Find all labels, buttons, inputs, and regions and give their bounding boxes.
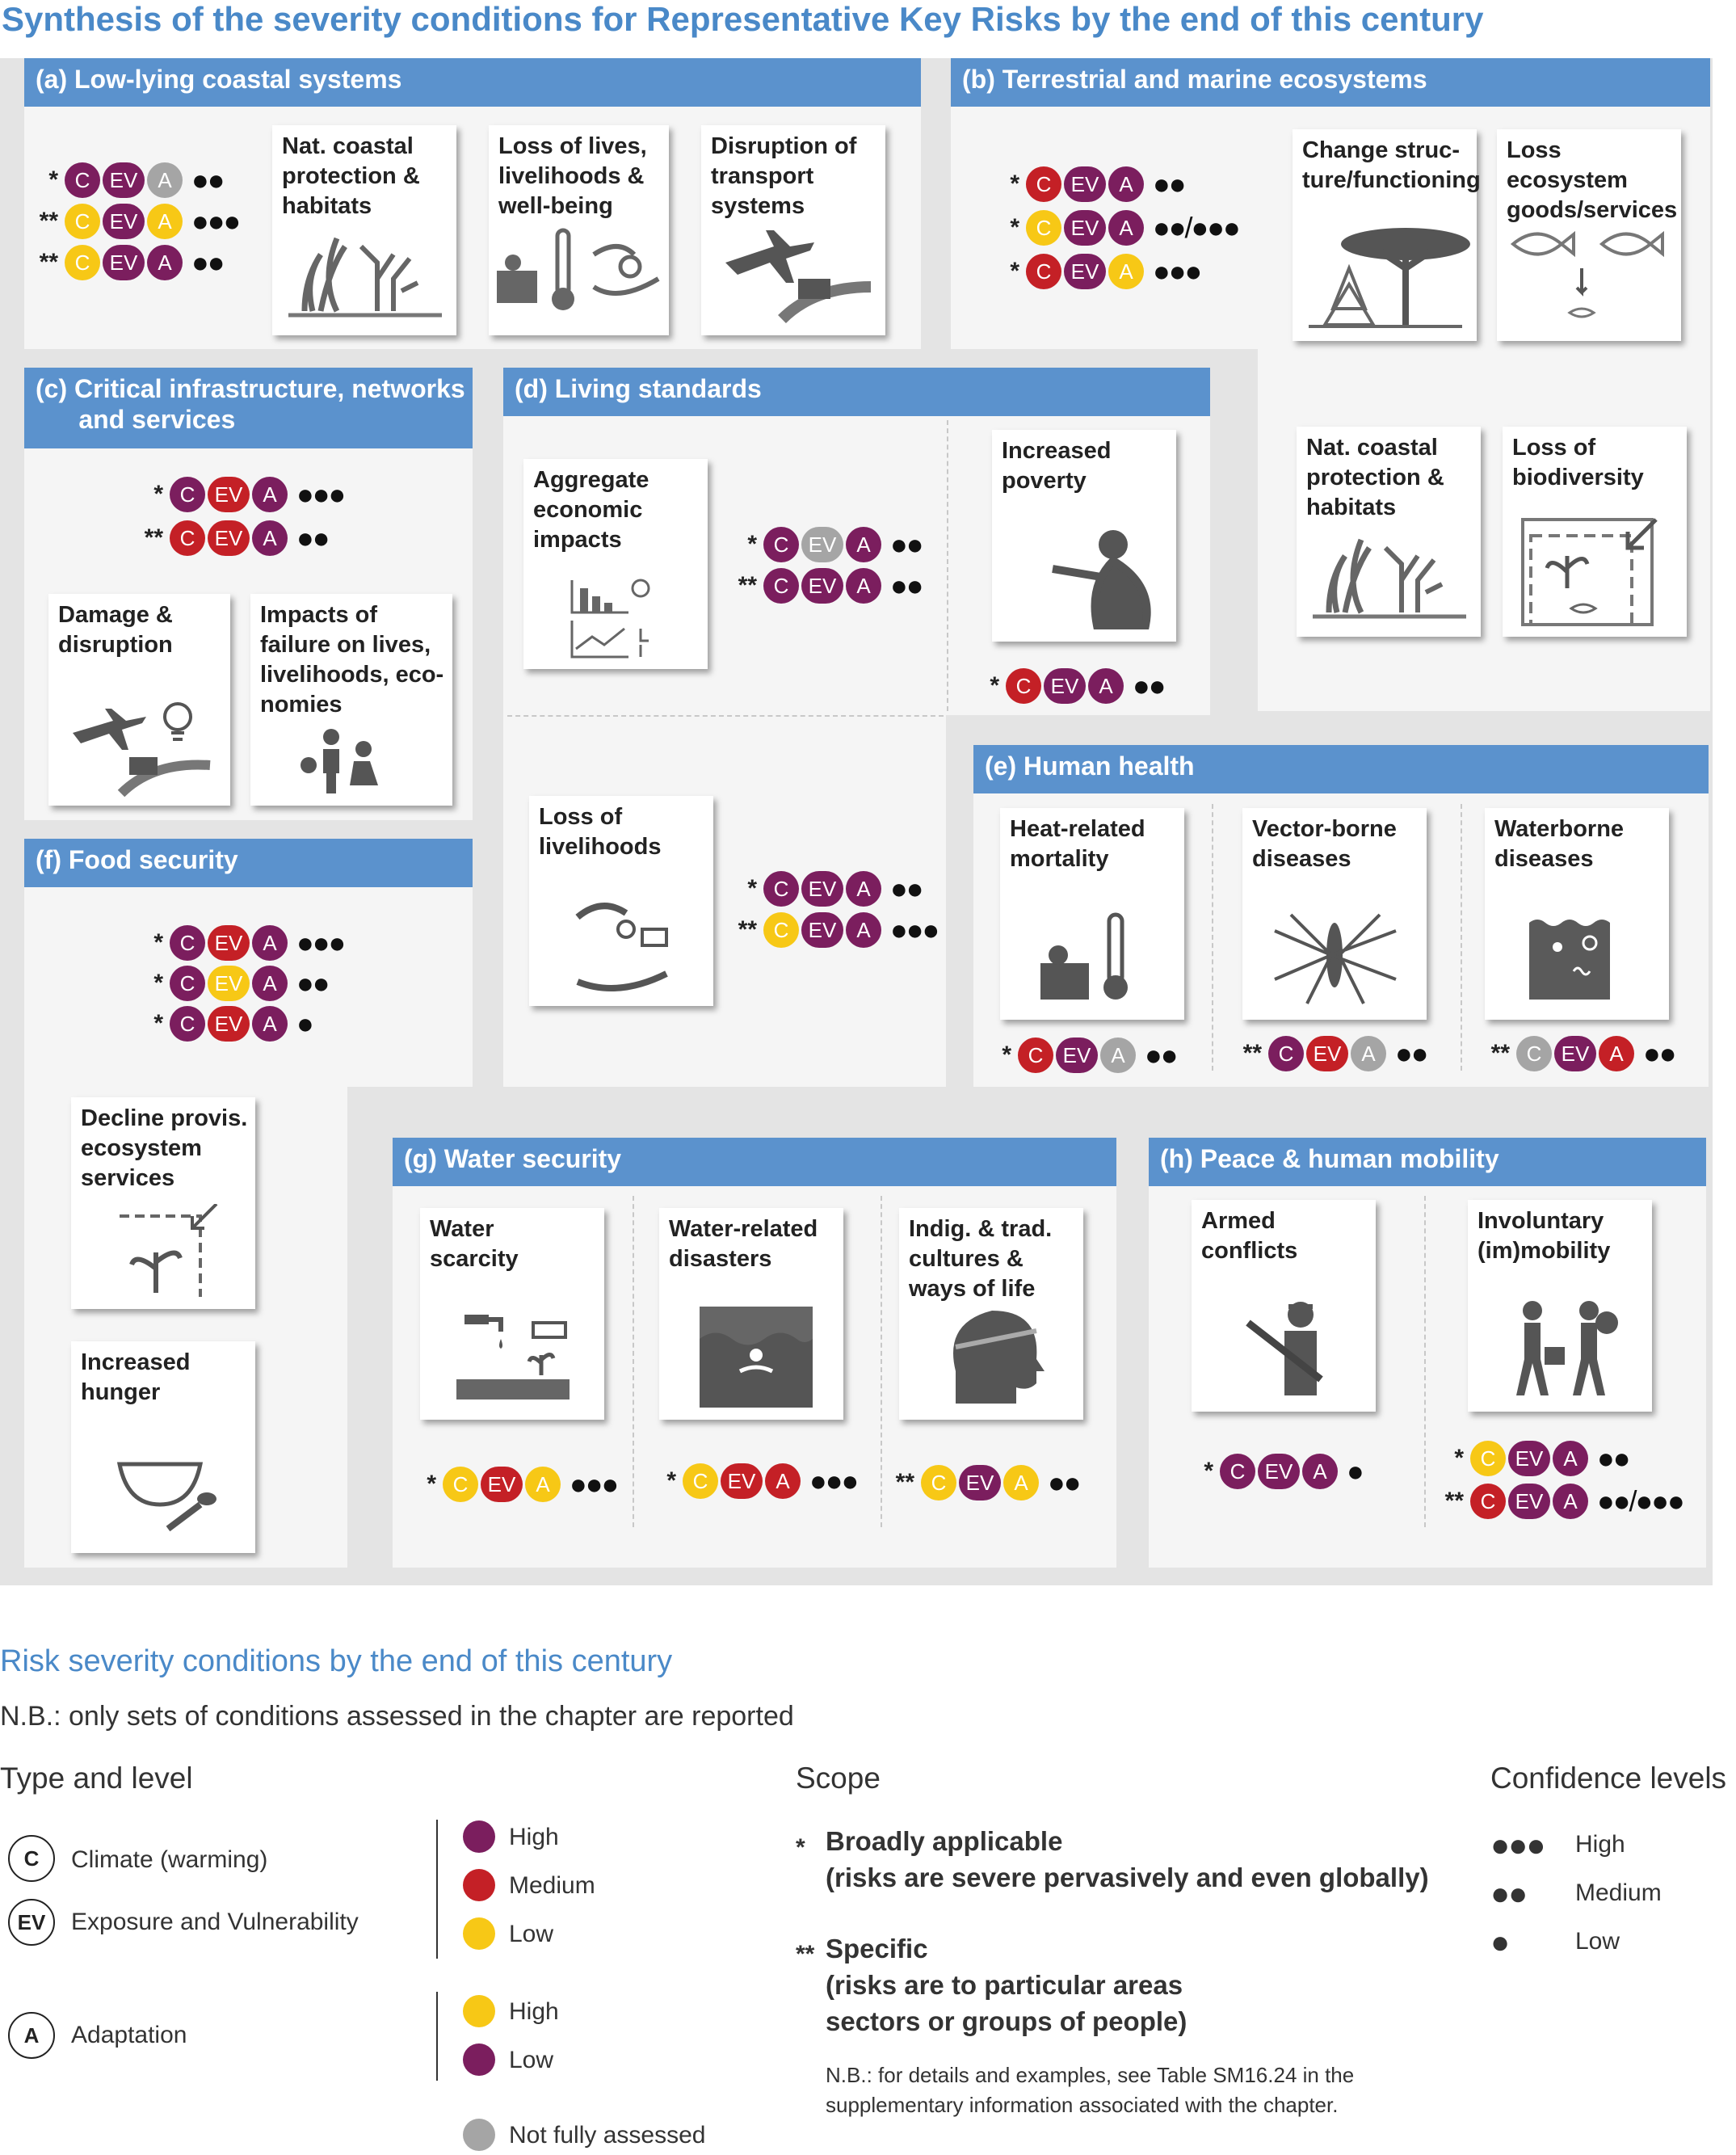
scope-broad-title: Broadly applicable xyxy=(826,1826,1063,1856)
scope-mark: * xyxy=(1454,1445,1464,1471)
scope-mark: ** xyxy=(1490,1040,1510,1067)
confidence-dots: ●●/●●● xyxy=(1597,1484,1683,1517)
exposure-vulnerability-badge: EV xyxy=(1508,1441,1550,1476)
confidence-dots: ●● xyxy=(191,163,224,196)
scope-footnote: N.B.: for details and examples, see Table SM16.24 in the xyxy=(826,2063,1355,2087)
confidence-dots: ●●● xyxy=(890,913,939,946)
severity-row xyxy=(1179,1453,1363,1490)
confidence-low-dots: ● xyxy=(1490,1925,1511,1960)
scope-mark: * xyxy=(1010,258,1019,284)
severity-row xyxy=(965,667,1165,705)
climate-badge: C xyxy=(170,925,205,961)
confidence-dots: ●● xyxy=(191,246,224,279)
confidence-med-label: Medium xyxy=(1575,1879,1662,1906)
panel-a-header: (a) Low-lying coastal systems xyxy=(24,58,921,107)
exposure-vulnerability-badge: EV xyxy=(208,520,250,556)
confidence-dots: ●● xyxy=(890,528,923,561)
confidence-dots: ●●● xyxy=(296,478,345,511)
severity-row xyxy=(881,1464,1080,1501)
adaptation-badge: A xyxy=(1302,1454,1338,1489)
hands-coins-icon xyxy=(529,885,713,998)
exposure-vulnerability-badge: EV xyxy=(103,245,145,280)
scope-mark: ** xyxy=(895,1469,914,1496)
legend-low-dot xyxy=(463,1917,495,1950)
scope-mark: * xyxy=(747,875,757,902)
fish-icon xyxy=(1497,220,1681,333)
confidence-dots: ●● xyxy=(1395,1037,1427,1070)
card-b-nat-coastal-protection: Nat. coastal protection & habitats xyxy=(1297,427,1481,637)
climate-badge: C xyxy=(763,568,799,604)
severity-row xyxy=(977,1037,1177,1074)
exposure-vulnerability-badge: EV xyxy=(1554,1036,1596,1071)
plant-shrink-icon xyxy=(71,1204,255,1301)
severity-row xyxy=(723,526,923,563)
scope-mark: * xyxy=(153,481,163,507)
exposure-vulnerability-badge: EV xyxy=(1056,1038,1098,1073)
exposure-vulnerability-badge: EV xyxy=(208,477,250,512)
legend-a-low-dot xyxy=(463,2043,495,2076)
severity-row xyxy=(24,244,224,281)
adaptation-badge: A xyxy=(1003,1465,1039,1501)
card-increased-poverty: Increased poverty xyxy=(992,430,1176,642)
exposure-vulnerability-badge: EV xyxy=(1064,166,1106,202)
adaptation-badge: A xyxy=(147,162,183,198)
bowl-spoon-icon xyxy=(71,1432,255,1545)
adaptation-badge: A xyxy=(1599,1036,1634,1071)
confidence-dots: ● xyxy=(1347,1454,1363,1488)
economic-chart-icon xyxy=(523,572,708,661)
confidence-dots: ●● xyxy=(1643,1037,1675,1070)
confidence-low-label: Low xyxy=(1575,1928,1620,1955)
legend-high-label: High xyxy=(509,1824,559,1850)
severity-row xyxy=(986,166,1185,203)
legend-high-dot xyxy=(463,1820,495,1853)
card-armed-conflicts: Armed conflicts xyxy=(1192,1200,1376,1412)
severity-row xyxy=(723,567,923,604)
severity-row xyxy=(986,253,1200,290)
card-damage-disruption: Damage & disruption xyxy=(48,594,230,806)
exposure-vulnerability-badge: EV xyxy=(801,871,843,907)
adaptation-badge: A xyxy=(252,1006,288,1042)
card-impacts-of-failure: Impacts of failure on lives, livelihoods, eco- nomies xyxy=(250,594,452,806)
exposure-vulnerability-badge: EV xyxy=(1064,254,1106,289)
climate-badge: C xyxy=(170,1006,205,1042)
adaptation-badge: A xyxy=(252,966,288,1001)
card-decline-provis: Decline provis. ecosystem services xyxy=(71,1097,255,1309)
scope-mark: * xyxy=(153,970,163,996)
water-germs-icon xyxy=(1485,899,1669,1012)
people-money-icon xyxy=(250,725,452,798)
adaptation-badge: A xyxy=(1108,210,1144,246)
adaptation-badge: A xyxy=(1108,254,1144,289)
climate-badge: C xyxy=(170,520,205,556)
climate-badge: C xyxy=(1026,210,1061,246)
climate-badge: C xyxy=(683,1463,718,1499)
exposure-vulnerability-badge: EV xyxy=(208,966,250,1001)
climate-badge: C xyxy=(65,245,100,280)
adaptation-badge: A xyxy=(765,1463,801,1499)
scope-broad-mark: * xyxy=(796,1834,805,1861)
card-vector-borne: Vector-borne diseases xyxy=(1242,808,1427,1020)
legend-a-high-dot xyxy=(463,1995,495,2027)
scope-mark: ** xyxy=(1242,1040,1262,1067)
card-involuntary-mobility: Involuntary (im)mobility xyxy=(1468,1200,1652,1412)
plane-bulb-road-icon xyxy=(48,684,230,798)
climate-badge: C xyxy=(170,966,205,1001)
shrinking-box-icon xyxy=(1503,516,1687,629)
panel-g-header: (g) Water security xyxy=(393,1138,1116,1186)
migrants-icon xyxy=(1468,1290,1652,1404)
exposure-vulnerability-badge: EV xyxy=(208,925,250,961)
card-nat-coastal-protection: Nat. coastal protection & habitats xyxy=(272,125,456,335)
panel-e-header: (e) Human health xyxy=(973,745,1709,793)
climate-label: Climate (warming) xyxy=(71,1846,268,1873)
climate-badge: C xyxy=(443,1467,478,1502)
scope-mark: * xyxy=(153,929,163,956)
scope-mark: * xyxy=(1010,214,1019,241)
severity-row xyxy=(129,1005,313,1042)
ev-label: Exposure and Vulnerability xyxy=(71,1909,359,1935)
severity-row xyxy=(1476,1035,1675,1072)
scope-footnote: supplementary information associated with the chapter. xyxy=(826,2093,1339,2117)
climate-badge: C xyxy=(763,527,799,562)
climate-badge: C xyxy=(1026,254,1061,289)
mosquito-icon xyxy=(1242,899,1427,1012)
scope-mark: * xyxy=(666,1467,676,1494)
adaptation-badge: A xyxy=(846,568,881,604)
seaweed-coral-icon xyxy=(1297,516,1481,629)
bed-thermometer-hand-icon xyxy=(489,214,669,327)
card-increased-hunger: Increased hunger xyxy=(71,1341,255,1553)
card-loss-of-lives: Loss of lives, livelihoods & well-being xyxy=(489,125,669,335)
confidence-heading: Confidence levels xyxy=(1490,1761,1727,1795)
scope-mark: * xyxy=(1002,1042,1011,1068)
adaptation-badge: A xyxy=(846,527,881,562)
confidence-dots: ●●/●●● xyxy=(1153,211,1239,244)
confidence-dots: ●● xyxy=(890,569,923,602)
severity-row xyxy=(642,1463,857,1500)
severity-row xyxy=(723,870,923,907)
card-heat-mortality: Heat-related mortality xyxy=(1000,808,1184,1020)
card-waterborne: Waterborne diseases xyxy=(1485,808,1669,1020)
adaptation-badge: A xyxy=(1108,166,1144,202)
confidence-med-dots: ●● xyxy=(1490,1876,1527,1912)
climate-badge: C xyxy=(1268,1036,1304,1071)
scope-mark: ** xyxy=(39,208,58,234)
climate-symbol: C xyxy=(8,1835,55,1882)
severity-row xyxy=(129,924,344,962)
climate-badge: C xyxy=(1006,668,1041,704)
climate-badge: C xyxy=(1026,166,1061,202)
confidence-dots: ●● xyxy=(1145,1038,1177,1071)
scope-specific-title: Specific xyxy=(826,1934,928,1963)
climate-badge: C xyxy=(1470,1484,1506,1519)
scope-mark: * xyxy=(990,672,999,699)
adaptation-badge: A xyxy=(1553,1441,1588,1476)
card-loss-livelihoods: Loss of livelihoods xyxy=(529,796,713,1006)
scope-mark: * xyxy=(1204,1458,1213,1484)
card-water-disasters: Water-related disasters xyxy=(659,1208,843,1420)
severity-row xyxy=(129,476,344,513)
adaptation-symbol: A xyxy=(8,2012,55,2059)
adaptation-badge: A xyxy=(1100,1038,1136,1073)
climate-badge: C xyxy=(1220,1454,1255,1489)
scope-mark: * xyxy=(747,531,757,558)
climate-badge: C xyxy=(1018,1038,1053,1073)
exposure-vulnerability-badge: EV xyxy=(959,1465,1001,1501)
adaptation-badge: A xyxy=(252,477,288,512)
climate-badge: C xyxy=(921,1465,956,1501)
tree-icon xyxy=(1293,220,1477,333)
confidence-dots: ●● xyxy=(296,966,329,1000)
severity-row xyxy=(1228,1035,1427,1072)
scope-mark: ** xyxy=(39,249,58,276)
flood-icon xyxy=(659,1298,843,1412)
severity-row xyxy=(723,911,938,949)
severity-row xyxy=(1430,1440,1629,1477)
exposure-vulnerability-badge: EV xyxy=(481,1467,523,1502)
confidence-dots: ●● xyxy=(1153,167,1185,200)
confidence-dots: ●●● xyxy=(809,1464,858,1497)
legend-medium-label: Medium xyxy=(509,1872,595,1899)
confidence-dots: ●● xyxy=(1597,1442,1629,1475)
scope-mark: * xyxy=(427,1471,436,1497)
adaptation-badge: A xyxy=(846,912,881,948)
adaptation-badge: A xyxy=(525,1467,561,1502)
adaptation-label: Adaptation xyxy=(71,2022,187,2048)
card-disruption-transport: Disruption of transport systems xyxy=(701,125,885,335)
scope-heading: Scope xyxy=(796,1761,881,1795)
figure-title: Synthesis of the severity conditions for Representative Key Risks by the end of this century xyxy=(2,0,1484,38)
exposure-vulnerability-badge: EV xyxy=(208,1006,250,1042)
adaptation-badge: A xyxy=(147,204,183,239)
legend-heading: Risk severity conditions by the end of this century xyxy=(0,1644,673,1678)
card-water-scarcity: Water scarcity xyxy=(420,1208,604,1420)
legend-a-high-label: High xyxy=(509,1998,559,2025)
climate-badge: C xyxy=(763,871,799,907)
exposure-vulnerability-badge: EV xyxy=(801,912,843,948)
scope-mark: ** xyxy=(1444,1488,1464,1514)
confidence-dots: ●●● xyxy=(191,204,240,238)
exposure-vulnerability-badge: EV xyxy=(801,527,843,562)
exposure-vulnerability-badge: EV xyxy=(1064,210,1106,246)
scope-specific-mark: ** xyxy=(796,1941,815,1968)
scope-mark: * xyxy=(1010,170,1019,197)
ev-symbol: EV xyxy=(8,1899,55,1946)
legend-na-label: Not fully assessed xyxy=(509,2122,706,2149)
scope-broad-desc: (risks are severe pervasively and even globally) xyxy=(826,1862,1429,1892)
adaptation-badge: A xyxy=(252,520,288,556)
exposure-vulnerability-badge: EV xyxy=(1044,668,1086,704)
head-profile-icon xyxy=(899,1298,1083,1412)
legend-low-label: Low xyxy=(509,1921,554,1947)
adaptation-badge: A xyxy=(147,245,183,280)
scope-mark: * xyxy=(153,1010,163,1037)
adaptation-badge: A xyxy=(1088,668,1124,704)
legend-note: N.B.: only sets of conditions assessed in the chapter are reported xyxy=(0,1701,794,1732)
severity-row xyxy=(402,1466,617,1503)
legend-a-low-label: Low xyxy=(509,2047,554,2073)
scope-mark: ** xyxy=(738,916,757,943)
climate-badge: C xyxy=(65,162,100,198)
exposure-vulnerability-badge: EV xyxy=(1508,1484,1550,1519)
climate-badge: C xyxy=(65,204,100,239)
soldier-icon xyxy=(1192,1290,1376,1404)
legend-divider xyxy=(436,1820,438,1959)
confidence-dots: ●● xyxy=(1048,1466,1080,1499)
plane-road-icon xyxy=(701,214,885,327)
panel-f-header: (f) Food security xyxy=(24,839,473,887)
bed-thermometer-icon xyxy=(1000,899,1184,1012)
card-change-structure: Change struc- ture/functioning xyxy=(1293,129,1477,341)
type-level-heading: Type and level xyxy=(0,1761,193,1795)
severity-row xyxy=(129,965,329,1002)
exposure-vulnerability-badge: EV xyxy=(1306,1036,1348,1071)
climate-badge: C xyxy=(1516,1036,1552,1071)
tap-dry-soil-icon xyxy=(420,1298,604,1412)
confidence-dots: ●●● xyxy=(296,926,345,959)
beggar-icon xyxy=(992,520,1176,633)
confidence-dots: ●● xyxy=(890,872,923,905)
climate-badge: C xyxy=(763,912,799,948)
card-loss-ecosystem-goods: Loss ecosystem goods/services xyxy=(1497,129,1681,341)
legend-medium-dot xyxy=(463,1869,495,1901)
exposure-vulnerability-badge: EV xyxy=(721,1463,763,1499)
card-aggregate-economic: Aggregate economic impacts xyxy=(523,459,708,669)
scope-specific-desc: (risks are to particular areas xyxy=(826,1970,1183,2000)
adaptation-badge: A xyxy=(846,871,881,907)
adaptation-badge: A xyxy=(1351,1036,1386,1071)
scope-mark: ** xyxy=(144,524,163,551)
panel-c-header: (c) Critical infrastructure, networks and services xyxy=(24,368,473,448)
exposure-vulnerability-badge: EV xyxy=(801,568,843,604)
severity-row xyxy=(129,520,329,557)
scope-mark: ** xyxy=(738,572,757,599)
climate-badge: C xyxy=(1470,1441,1506,1476)
confidence-high-label: High xyxy=(1575,1831,1625,1858)
adaptation-badge: A xyxy=(1553,1484,1588,1519)
panel-h-header: (h) Peace & human mobility xyxy=(1149,1138,1706,1186)
severity-row xyxy=(986,209,1239,246)
severity-row xyxy=(24,203,239,240)
climate-badge: C xyxy=(170,477,205,512)
exposure-vulnerability-badge: EV xyxy=(103,204,145,239)
legend-divider xyxy=(436,1992,438,2081)
panel-b-header: (b) Terrestrial and marine ecosystems xyxy=(951,58,1710,107)
card-indigenous-cultures: Indig. & trad. cultures & ways of life xyxy=(899,1208,1083,1420)
exposure-vulnerability-badge: EV xyxy=(1258,1454,1300,1489)
legend-na-dot xyxy=(463,2119,495,2151)
scope-mark: * xyxy=(48,166,58,193)
confidence-high-dots: ●●● xyxy=(1490,1828,1545,1863)
confidence-dots: ●●● xyxy=(570,1467,618,1501)
confidence-dots: ● xyxy=(296,1007,313,1040)
exposure-vulnerability-badge: EV xyxy=(103,162,145,198)
confidence-dots: ●● xyxy=(296,521,329,554)
severity-row xyxy=(1430,1483,1683,1520)
seaweed-coral-icon xyxy=(272,214,456,327)
confidence-dots: ●●● xyxy=(1153,255,1201,288)
card-loss-biodiversity: Loss of biodiversity xyxy=(1503,427,1687,637)
panel-d-header: (d) Living standards xyxy=(503,368,1210,416)
confidence-dots: ●● xyxy=(1133,669,1165,702)
scope-specific-desc: sectors or groups of people) xyxy=(826,2006,1187,2036)
severity-row xyxy=(24,162,224,199)
adaptation-badge: A xyxy=(252,925,288,961)
